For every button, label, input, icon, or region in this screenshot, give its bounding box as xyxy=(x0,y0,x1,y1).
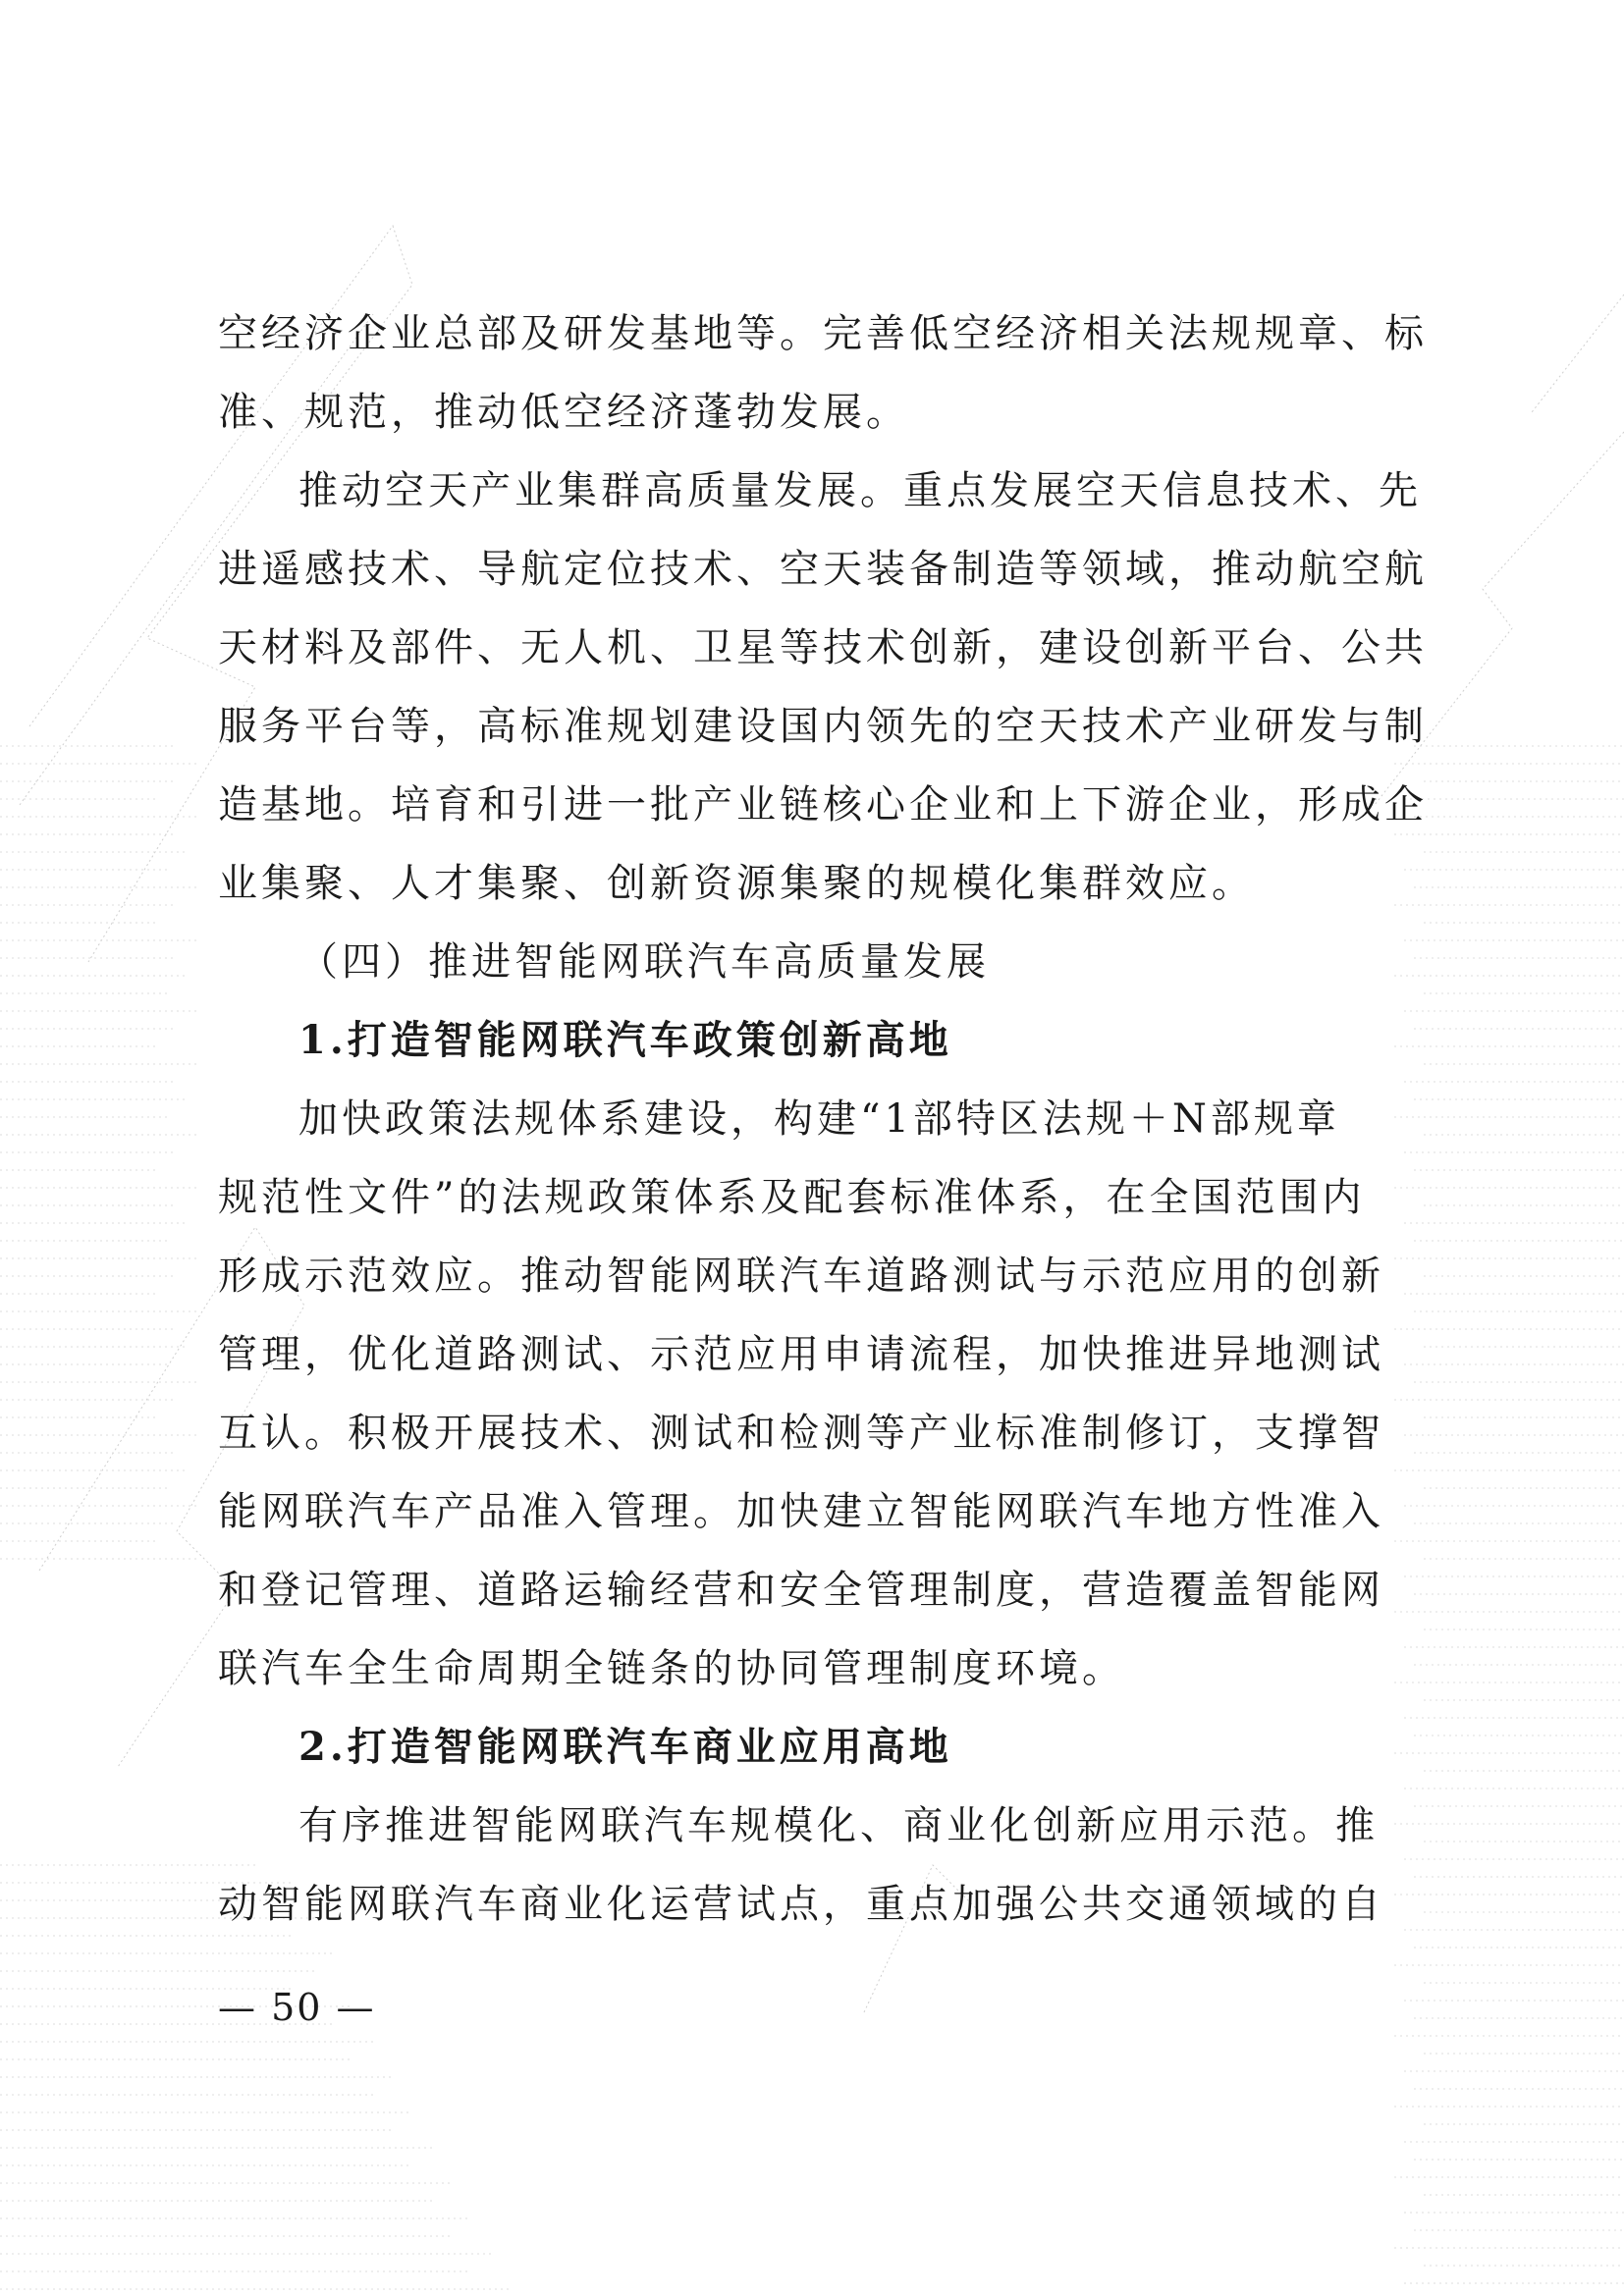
body-line: 服务平台等，高标准规划建设国内领先的空天技术产业研发与制 xyxy=(218,704,1428,749)
page-number: — 50 — xyxy=(218,1986,376,2029)
body-line: 加快政策法规体系建设，构建“1部特区法规＋N部规章 xyxy=(298,1096,1340,1142)
body-line: 进遥感技术、导航定位技术、空天装备制造等领域，推动航空航 xyxy=(218,547,1428,592)
body-line: 形成示范效应。推动智能网联汽车道路测试与示范应用的创新 xyxy=(218,1254,1384,1299)
section-heading: （四）推进智能网联汽车高质量发展 xyxy=(298,939,990,985)
body-line: 造基地。培育和引进一批产业链核心企业和上下游企业，形成企 xyxy=(218,782,1428,828)
body-line: 准、规范，推动低空经济蓬勃发展。 xyxy=(218,390,909,435)
body-line: 推动空天产业集群高质量发展。重点发展空天信息技术、先 xyxy=(298,468,1422,513)
body-line: 规范性文件”的法规政策体系及配套标准体系，在全国范围内 xyxy=(218,1175,1366,1220)
body-line: 动智能网联汽车商业化运营试点，重点加强公共交通领域的自 xyxy=(218,1882,1384,1927)
body-line: 管理，优化道路测试、示范应用申请流程，加快推进异地测试 xyxy=(218,1332,1384,1377)
body-line: 业集聚、人才集聚、创新资源集聚的规模化集群效应。 xyxy=(218,861,1255,906)
body-line: 联汽车全生命周期全链条的协同管理制度环境。 xyxy=(218,1646,1125,1691)
body-line: 和登记管理、道路运输经营和安全管理制度，营造覆盖智能网 xyxy=(218,1568,1384,1613)
body-line: 有序推进智能网联汽车规模化、商业化创新应用示范。推 xyxy=(298,1803,1379,1848)
body-line: 天材料及部件、无人机、卫星等技术创新，建设创新平台、公共 xyxy=(218,625,1428,670)
subsection-heading-1: 1.打造智能网联汽车政策创新高地 xyxy=(298,1017,952,1063)
body-line: 互认。积极开展技术、测试和检测等产业标准制修订，支撑智 xyxy=(218,1411,1384,1456)
document-body xyxy=(218,294,1426,1944)
subsection-heading-2: 2.打造智能网联汽车商业应用高地 xyxy=(298,1724,952,1770)
body-line: 空经济企业总部及研发基地等。完善低空经济相关法规规章、标 xyxy=(218,311,1428,356)
body-line: 能网联汽车产品准入管理。加快建立智能网联汽车地方性准入 xyxy=(218,1489,1384,1534)
